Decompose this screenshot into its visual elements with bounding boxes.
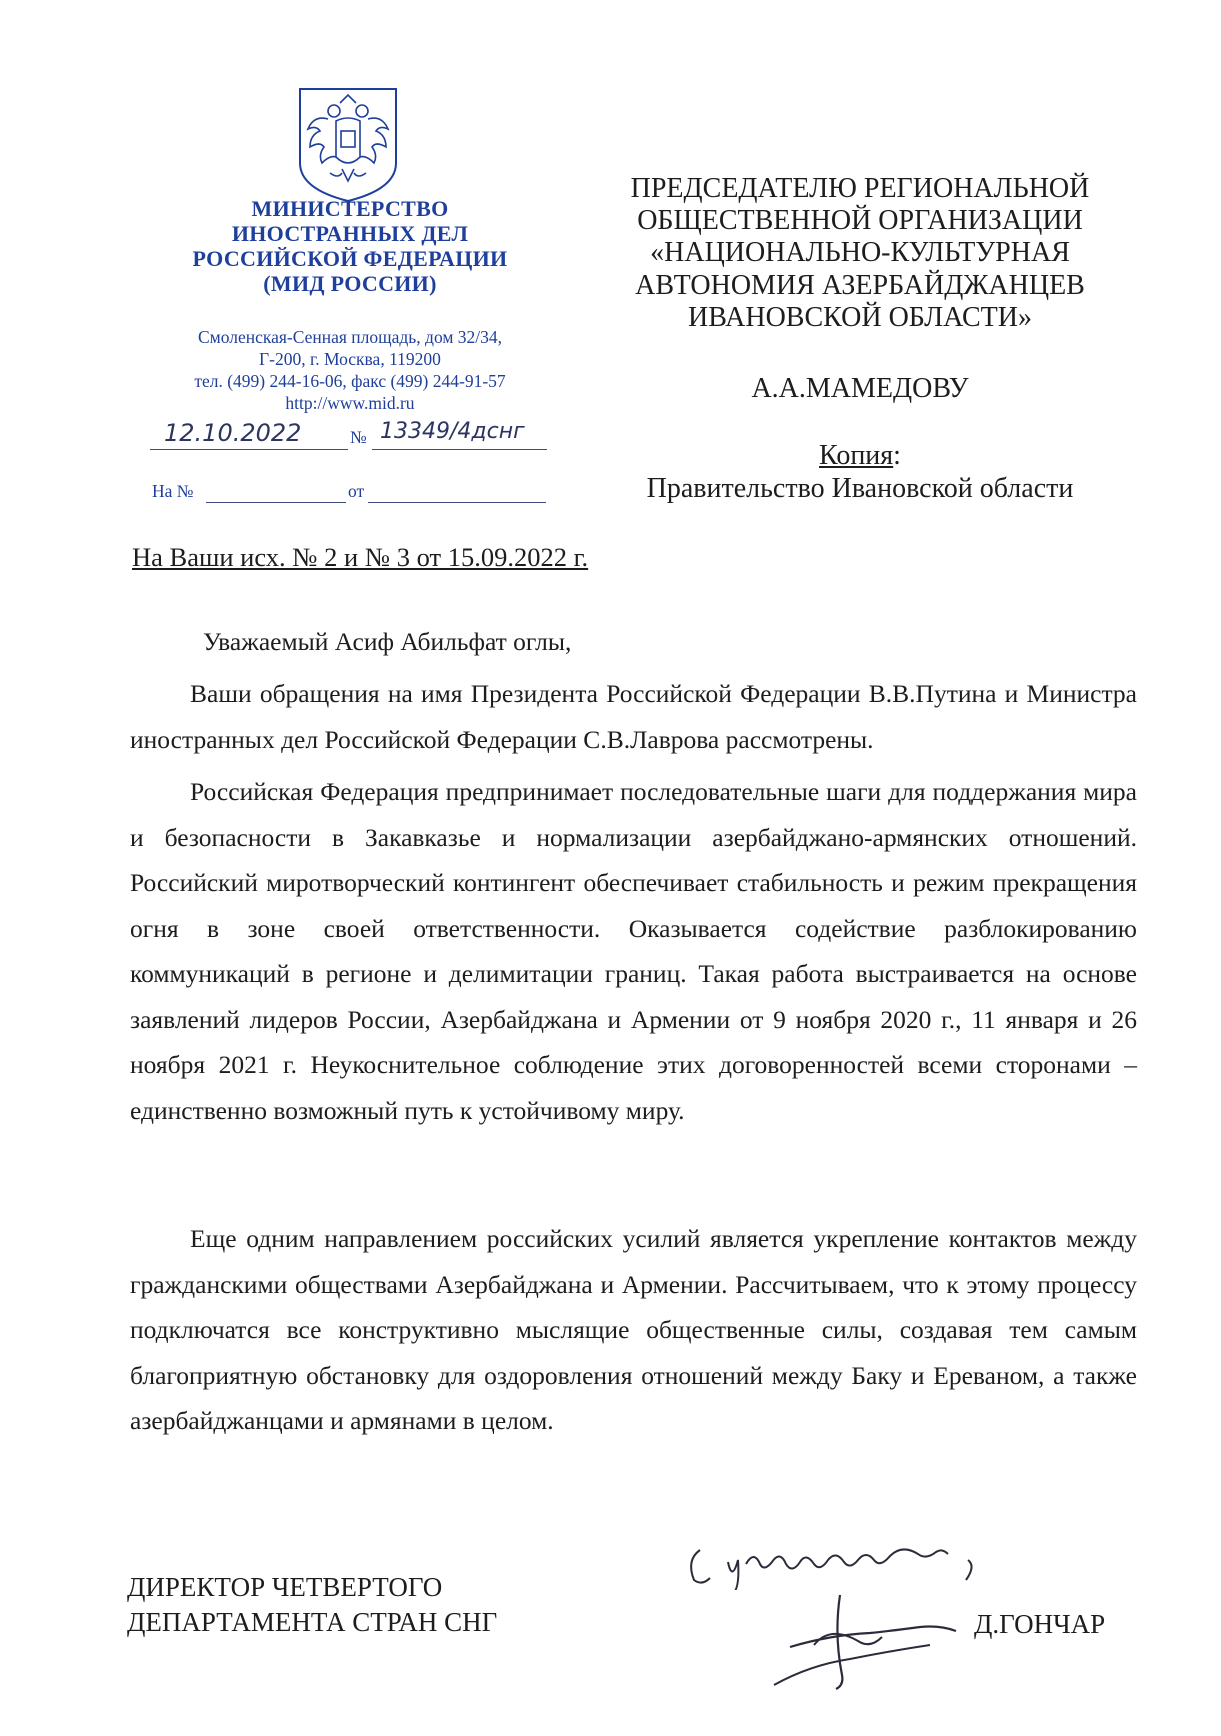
address-line-3: тел. (499) 244-16-06, факс (499) 244-91-57 bbox=[194, 371, 506, 391]
handwritten-closing bbox=[680, 1520, 1000, 1590]
addressee-line-3: «НАЦИОНАЛЬНО-КУЛЬТУРНАЯ bbox=[650, 237, 1070, 268]
org-name-line-4: (МИД РОССИИ) bbox=[263, 271, 437, 296]
addressee-line-1: ПРЕДСЕДАТЕЛЮ РЕГИОНАЛЬНОЙ bbox=[630, 173, 1090, 204]
signatory-name: Д.ГОНЧАР bbox=[974, 1609, 1106, 1639]
emblem-icon bbox=[294, 85, 402, 205]
address-line-4: http://www.mid.ru bbox=[285, 393, 415, 413]
incoming-ref-from-label: от bbox=[348, 481, 365, 501]
addressee-line-4: АВТОНОМИЯ АЗЕРБАЙДЖАНЦЕВ bbox=[635, 270, 1085, 301]
addressee-name: А.А.МАМЕДОВУ bbox=[751, 373, 969, 404]
number-label: № bbox=[350, 427, 367, 447]
signatory-title-line-1: ДИРЕКТОР ЧЕТВЕРТОГО bbox=[127, 1572, 443, 1602]
incoming-ref-date-field bbox=[368, 482, 546, 503]
signatory-title-line-2: ДЕПАРТАМЕНТА СТРАН СНГ bbox=[127, 1607, 498, 1637]
addressee-line-5: ИВАНОВСКОЙ ОБЛАСТИ» bbox=[688, 302, 1032, 333]
address-line-1: Смоленская-Сенная площадь, дом 32/34, bbox=[197, 327, 503, 347]
reference-line: На Ваши исх. № 2 и № 3 от 15.09.2022 г. bbox=[132, 542, 589, 572]
paragraph-3: Еще одним направлением российских усилий является укрепление контактов между гражданскими обществами Азербайджана и Армении. Рассчитываем, что к этому процессу подключатся все конструктивно мыслящие общественные силы, создавая тем самым благоприятную обстановку для оздоровления отношений между Баку и Ереваном, а также азербайджанцами и армянами в целом. bbox=[130, 1224, 1137, 1435]
org-name-line-2: ИНОСТРАННЫХ ДЕЛ bbox=[231, 221, 469, 246]
date-field bbox=[150, 419, 348, 450]
org-name-line-1: МИНИСТЕРСТВО bbox=[251, 196, 449, 221]
number-field bbox=[372, 419, 547, 450]
copy-recipient: Правительство Ивановской области bbox=[646, 473, 1074, 504]
handwritten-date: 12.10.2022 bbox=[164, 419, 302, 447]
handwritten-signature bbox=[770, 1585, 960, 1700]
address-line-2: Г-200, г. Москва, 119200 bbox=[259, 349, 441, 369]
incoming-ref-label: На № bbox=[152, 481, 194, 501]
handwritten-number: 13349/4дснг bbox=[380, 419, 525, 444]
copy-label: Копия: bbox=[819, 440, 901, 471]
addressee-line-2: ОБЩЕСТВЕННОЙ ОРГАНИЗАЦИИ bbox=[637, 205, 1083, 236]
paragraph-2: Российская Федерация предпринимает последовательные шаги для поддержания мира и безопасности в Закавказье и нормализации азербайджано-армянских отношений. Российский миротворческий контингент обеспечивает стабильность и режим прекращения огня в зоне своей ответственности. Оказывается содействие разблокированию коммуникаций в регионе и делимитации границ. Такая работа выстраивается на основе заявлений лидеров России, Азербайджана и Армении от 9 ноября 2020 г., 11 января и 26 ноября 2021 г. Неукоснительное соблюдение этих договоренностей всеми сторонами – единственно возможный путь к устойчивому миру. bbox=[130, 777, 1137, 1125]
org-name-line-3: РОССИЙСКОЙ ФЕДЕРАЦИИ bbox=[192, 246, 508, 271]
paragraph-1: Ваши обращения на имя Президента Российской Федерации В.В.Путина и Министра иностранных дел Российской Федерации С.В.Лаврова рассмотрены. bbox=[130, 679, 1137, 754]
salutation: Уважаемый Асиф Абильфат оглы, bbox=[203, 627, 572, 656]
incoming-ref-field bbox=[206, 482, 346, 503]
